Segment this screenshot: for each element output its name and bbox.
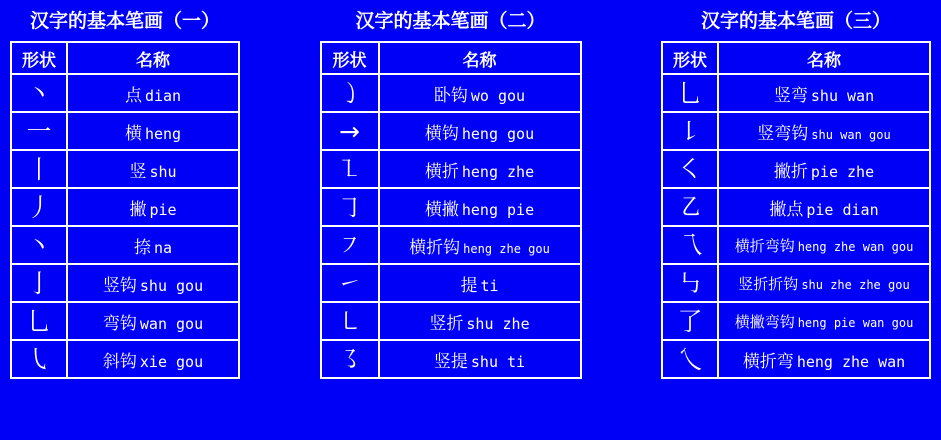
- stroke-name-chinese: 横折钩: [409, 237, 461, 257]
- stroke-name: [67, 264, 239, 302]
- stroke-name-chinese: 竖折: [429, 313, 464, 333]
- stroke-name-chinese: 横折: [424, 161, 459, 181]
- stroke-shape: ㇌: [321, 340, 379, 378]
- stroke-shape: →: [321, 112, 379, 150]
- stroke-name: [718, 188, 930, 226]
- stroke-shape: ㇉: [662, 264, 718, 302]
- stroke-name-pinyin: dian: [144, 86, 182, 105]
- stroke-name: [718, 302, 930, 340]
- stroke-shape: 了: [662, 302, 718, 340]
- stroke-shape: 丨: [11, 150, 67, 188]
- stroke-name: [67, 74, 239, 112]
- panel-2-table: [320, 41, 582, 379]
- stroke-name: [67, 302, 239, 340]
- table-row: [321, 302, 581, 340]
- stroke-name-chinese: 竖钩: [102, 275, 137, 295]
- table-header-row: [321, 42, 581, 74]
- stroke-shape: ㇀: [321, 264, 379, 302]
- table-header-row: [662, 42, 930, 74]
- stroke-name-pinyin: ti: [480, 276, 499, 295]
- stroke-name: [67, 112, 239, 150]
- stroke-shape: ㇙: [662, 112, 718, 150]
- stroke-name: [718, 74, 930, 112]
- table-row: [321, 74, 581, 112]
- stroke-name-pinyin: shu: [149, 162, 177, 181]
- stroke-name-chinese: 点: [124, 85, 142, 105]
- stroke-name: [379, 302, 581, 340]
- stroke-name-chinese: 卧钩: [433, 85, 468, 105]
- stroke-name-pinyin: heng zhe wan gou: [797, 239, 914, 254]
- stroke-name-chinese: 竖提: [433, 351, 468, 371]
- table-row: [662, 264, 930, 302]
- table-row: [662, 302, 930, 340]
- table-row: [11, 226, 239, 264]
- stroke-name-chinese: 撇: [129, 199, 147, 219]
- stroke-name-pinyin: shu zhe: [466, 314, 530, 333]
- stroke-shape: 乚: [662, 74, 718, 112]
- stroke-name-pinyin: heng pie wan gou: [797, 315, 914, 330]
- column-header-name: 名称: [379, 42, 581, 74]
- table-row: [662, 340, 930, 378]
- stroke-name-pinyin: na: [153, 238, 173, 257]
- stroke-shape: ㇠: [662, 188, 718, 226]
- stroke-name-pinyin: heng gou: [461, 124, 535, 143]
- table-row: [11, 188, 239, 226]
- panel-3-title: 汉字的基本笔画（三）: [700, 11, 891, 32]
- table-row: [662, 150, 930, 188]
- stroke-shape: 一: [11, 112, 67, 150]
- stroke-name-chinese: 斜钩: [102, 351, 137, 371]
- stroke-name-chinese: 横折弯钩: [734, 237, 795, 255]
- stroke-shape: ㇛: [662, 150, 718, 188]
- stroke-name: [379, 74, 581, 112]
- stroke-shape: ㇆: [321, 188, 379, 226]
- stroke-name: [379, 264, 581, 302]
- panel-1: [10, 6, 240, 436]
- table-row: [11, 302, 239, 340]
- table-row: [321, 340, 581, 378]
- stroke-name-pinyin: pie zhe: [810, 162, 875, 181]
- stroke-name-chinese: 捺: [133, 237, 151, 257]
- table-header-row: [11, 42, 239, 74]
- stroke-name-pinyin: heng: [144, 124, 182, 143]
- column-header-name: 名称: [718, 42, 930, 74]
- stroke-name: [718, 226, 930, 264]
- stroke-name-chinese: 撇点: [769, 199, 804, 219]
- panel-2: [320, 6, 582, 436]
- stroke-name: [379, 112, 581, 150]
- stroke-shape: 乀: [662, 340, 718, 378]
- stroke-name: [379, 340, 581, 378]
- stroke-shape: ㇁: [321, 74, 379, 112]
- stroke-name-pinyin: pie: [149, 200, 177, 219]
- stroke-shape: ㇇: [321, 226, 379, 264]
- stroke-name: [67, 226, 239, 264]
- stroke-name-chinese: 竖弯: [773, 85, 808, 105]
- panel-1-title: 汉字的基本笔画（一）: [29, 11, 220, 32]
- stroke-name: [379, 226, 581, 264]
- stroke-name-pinyin: wan gou: [139, 314, 204, 333]
- stroke-name: [379, 150, 581, 188]
- table-row: [11, 340, 239, 378]
- panel-3: [661, 6, 931, 436]
- table-row: [662, 112, 930, 150]
- column-header-shape: 形状: [11, 42, 67, 74]
- table-row: [11, 74, 239, 112]
- stroke-shape: 乚: [11, 302, 67, 340]
- stroke-shape: ㇂: [11, 340, 67, 378]
- table-row: [662, 188, 930, 226]
- stroke-name-chinese: 横: [124, 123, 142, 143]
- table-row: [321, 226, 581, 264]
- stroke-shape: 丿: [11, 188, 67, 226]
- stroke-name-pinyin: shu wan gou: [811, 127, 891, 142]
- panel-1-table: [10, 41, 240, 379]
- stroke-name: [718, 340, 930, 378]
- stroke-name: [67, 340, 239, 378]
- table-row: [11, 112, 239, 150]
- column-header-shape: 形状: [662, 42, 718, 74]
- stroke-name-pinyin: shu zhe zhe gou: [801, 277, 910, 292]
- table-row: [11, 150, 239, 188]
- table-row: [11, 264, 239, 302]
- stroke-name: [379, 188, 581, 226]
- stroke-name: [718, 112, 930, 150]
- stroke-name-pinyin: xie gou: [139, 352, 204, 371]
- stroke-name-chinese: 竖弯钩: [757, 123, 809, 143]
- stroke-name-chinese: 竖: [129, 161, 147, 181]
- table-row: [321, 150, 581, 188]
- stroke-name-chinese: 竖折折钩: [738, 275, 799, 293]
- panel-2-title: 汉字的基本笔画（二）: [355, 11, 546, 32]
- stroke-shape: 乁: [662, 226, 718, 264]
- stroke-name-chinese: 横撇: [424, 199, 459, 219]
- column-header-name: 名称: [67, 42, 239, 74]
- stroke-shape: 丶: [11, 226, 67, 264]
- table-row: [321, 264, 581, 302]
- stroke-name-pinyin: shu ti: [470, 352, 526, 371]
- stroke-shape: ㇅: [321, 150, 379, 188]
- stroke-name-chinese: 弯钩: [102, 313, 137, 333]
- column-header-shape: 形状: [321, 42, 379, 74]
- stroke-shape: ㇄: [321, 302, 379, 340]
- stroke-name: [67, 150, 239, 188]
- stroke-name: [718, 150, 930, 188]
- table-row: [321, 188, 581, 226]
- stroke-name-pinyin: shu wan: [810, 86, 875, 105]
- stroke-name-pinyin: heng zhe wan: [796, 352, 906, 371]
- stroke-name-pinyin: shu gou: [139, 276, 204, 295]
- stroke-name-pinyin: heng pie: [461, 200, 535, 219]
- stroke-shape: 丶: [11, 74, 67, 112]
- panel-3-table: [661, 41, 931, 379]
- stroke-name-pinyin: wo gou: [470, 86, 526, 105]
- stroke-name-chinese: 撇折: [773, 161, 808, 181]
- stroke-name-chinese: 横撇弯钩: [734, 313, 795, 331]
- stroke-name-chinese: 横钩: [424, 123, 459, 143]
- stroke-name-chinese: 提: [460, 275, 478, 295]
- stroke-name-pinyin: pie dian: [806, 200, 879, 219]
- stroke-name: [67, 188, 239, 226]
- table-row: [662, 226, 930, 264]
- table-row: [662, 74, 930, 112]
- stroke-name-pinyin: heng zhe: [461, 162, 535, 181]
- stroke-name-chinese: 横折弯: [742, 351, 794, 371]
- table-row: [321, 112, 581, 150]
- stroke-shape: 亅: [11, 264, 67, 302]
- stroke-name: [718, 264, 930, 302]
- stroke-name-pinyin: heng zhe gou: [463, 241, 550, 256]
